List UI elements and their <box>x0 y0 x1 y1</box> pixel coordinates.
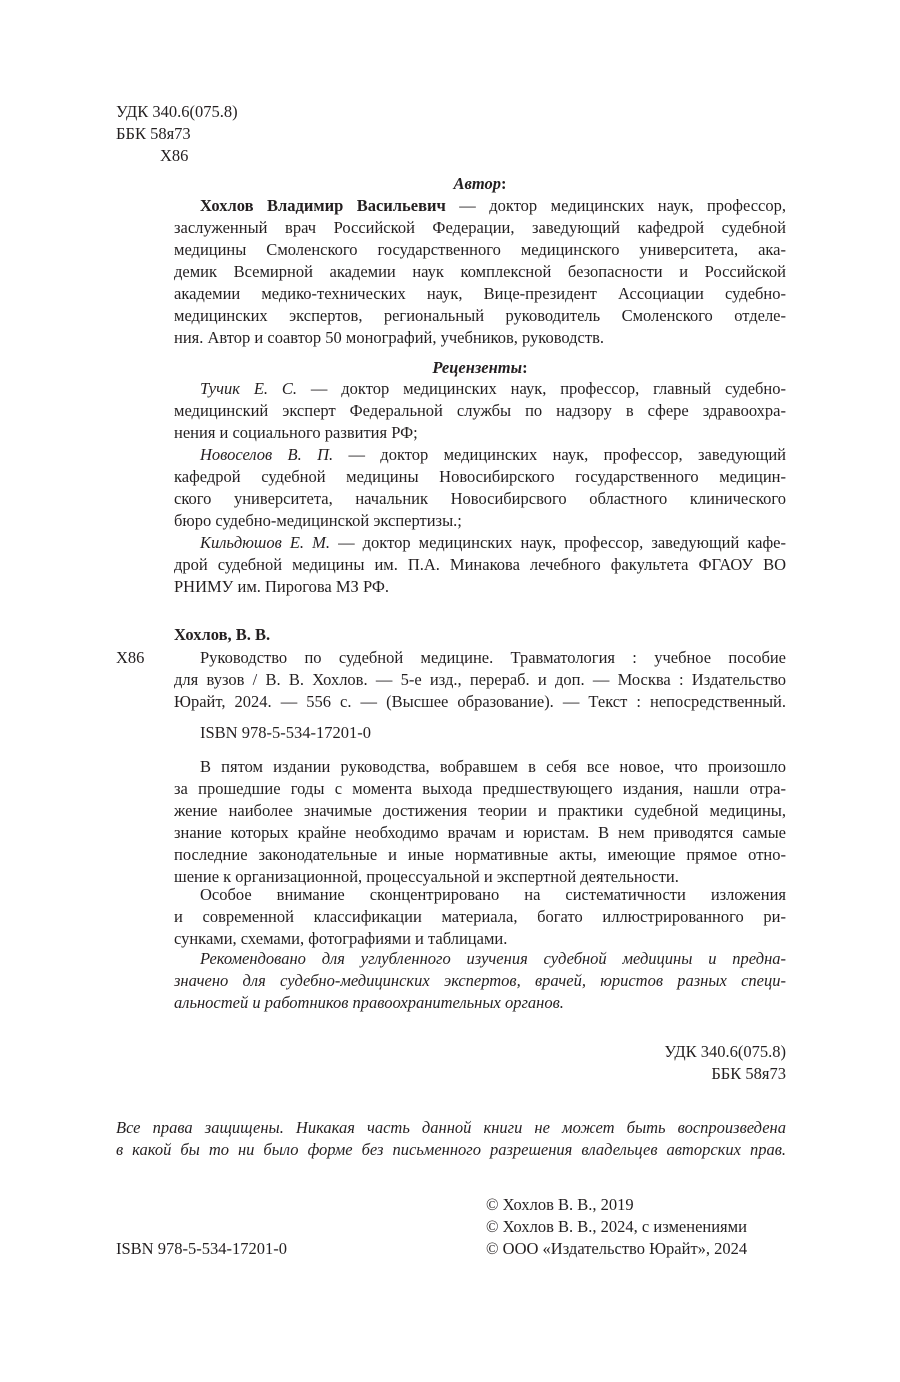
copyright-line: © ООО «Издательство Юрайт», 2024 <box>486 1239 748 1258</box>
copyright-line: © Хохлов В. В., 2024, с изменениями <box>486 1217 747 1236</box>
bbk-code: ББК 58я73 <box>116 124 191 143</box>
copyright-line: © Хохлов В. В., 2019 <box>486 1195 634 1214</box>
classification-block <box>116 101 316 167</box>
reviewers-list <box>174 378 786 598</box>
footer-isbn: ISBN 978-5-534-17201-0 <box>116 1239 287 1258</box>
rights-notice: Все права защищены. Никакая часть данной книги не может быть воспроизведена в какой бы то ни было форме без письменного разрешения владельцев авторских прав. <box>116 1118 786 1159</box>
author-heading: Автор: <box>453 174 507 193</box>
abstract-paragraph-2: Особое внимание сконцентрировано на систематичности изложения и современной классификации материала, богато иллюстрированного ри- сунками, схемами, фотографиями и таблицами. <box>174 885 786 948</box>
reviewer-entry: Новоселов В. П. — доктор медицинских наук, профессор, заведующий кафедрой судебной медицины Новосибирского государственного медицин- ского университета, начальник Новосибирсвого областного клинического бюро судебно-медицинской экспертизы.; <box>174 445 786 530</box>
reviewer-entry: Тучик Е. С. — доктор медицинских наук, профессор, главный судебно- медицинский эксперт Федеральной службы по надзору в сфере здравоохра- нения и социального развития РФ; <box>174 379 787 442</box>
catalog-isbn: ISBN 978-5-534-17201-0 <box>200 723 371 742</box>
copyright-block <box>486 1194 786 1260</box>
reviewer-name: Тучик Е. С. <box>200 379 298 398</box>
reviewer-entry: Кильдюшов Е. М. — доктор медицинских наук, профессор, заведующий кафе- дрой судебной медицины им. П.А. Минакова лечебного факультета ФГАОУ ВО РНИМУ им. Пирогова МЗ РФ. <box>174 533 786 596</box>
catalog-description: Руководство по судебной медицине. Травматология : учебное пособие для вузов / В. В. Хохлов. — 5-е изд., перераб. и доп. — Москва : Издательство Юрайт, 2024. — 556 с. — (Высшее образование). — Текст : непосредственный. <box>174 648 786 711</box>
udk-code: УДК 340.6(075.8) <box>116 102 238 121</box>
bottom-classification <box>500 1041 786 1085</box>
author-name: Хохлов Владимир Васильевич <box>200 196 446 215</box>
catalog-code: Х86 <box>116 648 145 667</box>
bottom-bbk: ББК 58я73 <box>711 1064 786 1083</box>
author-description: Хохлов Владимир Васильевич — доктор медицинских наук, профессор, заслуженный врач Российской Федерации, заведующий кафедрой судебной медицины Смоленского государственного медицинского университета, ака- демик Всемирной академии наук комплексной безопасности и Российской академии медико-технических наук, Вице-президент Ассоциации судебно- медицинских экспертов, региональный руководитель Смоленского отделе- ния. Автор и соавтор 50 монографий, учебников, руководств. <box>174 196 786 347</box>
bottom-udk: УДК 340.6(075.8) <box>664 1042 786 1061</box>
author-mark: Х86 <box>160 146 189 165</box>
abstract-recommendation: Рекомендовано для углубленного изучения судебной медицины и предна- значено для судебно-медицинских экспертов, врачей, юристов разных специ- альностей и работников правоохранительных органов. <box>174 949 786 1012</box>
reviewer-name: Кильдюшов Е. М. <box>200 533 330 552</box>
abstract-paragraph-1: В пятом издании руководства, вобравшем в себя все новое, что произошло за прошедшие годы с момента выхода предшествующего издания, нашли отра- жение наиболее значимые достижения теории и практики судебной медицины, знание которых крайне необходимо врачам и юристам. В нем приводятся самые последние законодательные и иные нормативные акты, имеющие прямое отно- шение к организационной, процессуальной и экспертной деятельности. <box>174 757 786 886</box>
reviewer-name: Новоселов В. П. <box>200 445 334 464</box>
reviewers-heading: Рецензенты: <box>432 358 528 377</box>
catalog-author: Хохлов, В. В. <box>174 625 271 644</box>
